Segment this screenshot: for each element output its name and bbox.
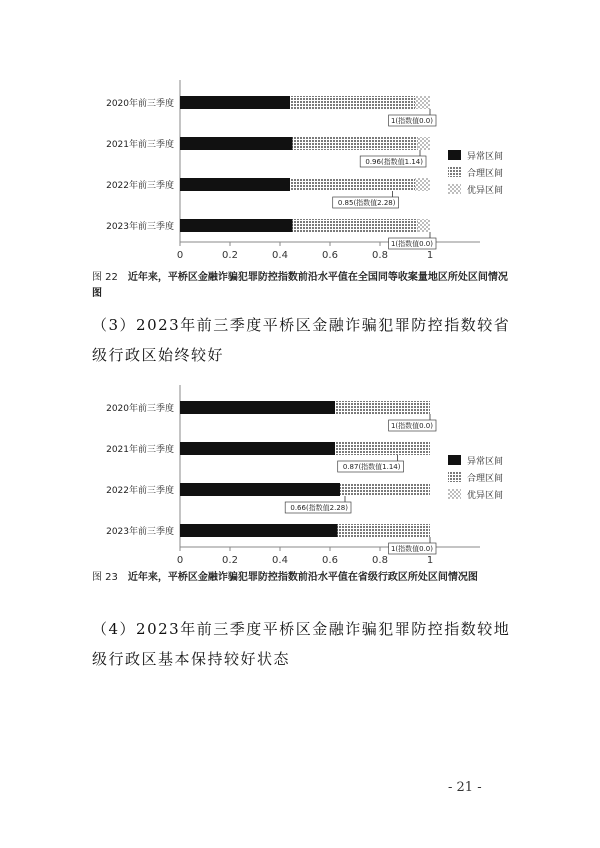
marker-label: 0.85(指数值2.28) [337,199,396,207]
bar-segment-reasonable [335,442,430,455]
bar-segment-reasonable [293,219,418,232]
category-label: 2022年前三季度 [106,486,174,496]
x-tick-label: 0.6 [322,250,338,261]
marker-label: 0.87(指数值1.14) [342,463,401,471]
figure-23-caption [92,570,512,586]
category-label: 2020年前三季度 [106,404,174,414]
bar-segment-reasonable [340,483,430,496]
marker-label: 1(指数值0.0) [390,545,433,553]
bar-segment-reasonable [293,137,418,150]
chart-22-svg [0,80,600,270]
paragraph-3: （3）2023年前三季度平桥区金融诈骗犯罪防控指数较省级行政区始终较好 [92,316,511,364]
bar-segment-reasonable [335,401,430,414]
legend-label: 合理区间 [467,474,504,484]
chart-23-svg [0,385,600,575]
bar-segment-excellent [415,178,430,191]
x-tick-label: 0.4 [272,250,288,261]
bar-segment-abnormal [180,219,293,232]
bar-segment-abnormal [180,96,290,109]
marker-label: 1(指数值0.0) [390,117,433,125]
marker-label: 0.66(指数值2.28) [290,504,348,512]
category-label: 2022年前三季度 [106,181,174,191]
figure-22-caption-text: 近年来，平桥区金融诈骗犯罪防控指数前沿水平值在全国同等收案量地区所处区间情况图 [92,272,508,299]
legend-swatch [448,455,461,465]
legend-swatch [448,167,461,177]
marker-label: 1(指数值0.0) [390,422,433,430]
category-label: 2023年前三季度 [106,222,174,232]
figure-23-number: 图 23 [92,572,118,583]
marker-label: 0.96(指数值1.14) [365,158,423,166]
bar-segment-excellent [418,219,431,232]
bar-segment-abnormal [180,524,338,537]
page-number: - 21 - [448,780,482,795]
bar-segment-excellent [418,137,431,150]
category-label: 2021年前三季度 [106,445,174,455]
legend-label: 优异区间 [467,186,504,196]
x-tick-label: 0.8 [372,555,388,566]
category-label: 2023年前三季度 [106,527,174,537]
bar-segment-reasonable [338,524,431,537]
x-tick-label: 0.8 [372,250,388,261]
x-tick-label: 0.2 [222,250,238,261]
figure-23-caption-text: 近年来，平桥区金融诈骗犯罪防控指数前沿水平值在省级行政区所处区间情况图 [127,572,478,583]
legend-label: 合理区间 [467,169,504,179]
chart-figure-22 [0,80,600,270]
figure-22-caption [92,270,512,302]
legend-label: 异常区间 [467,457,504,467]
paragraph-4: （4）2023年前三季度平桥区金融诈骗犯罪防控指数较地级行政区基本保持较好状态 [92,620,511,668]
legend-swatch [448,184,461,194]
legend-label: 异常区间 [467,152,504,162]
legend-swatch [448,150,461,160]
bar-segment-abnormal [180,401,335,414]
legend-swatch [448,489,461,499]
bar-segment-excellent [415,96,430,109]
x-tick-label: 1 [426,250,434,261]
x-tick-label: 0.2 [222,555,238,566]
x-tick-label: 0.4 [272,555,288,566]
figure-22-number: 图 22 [92,272,118,283]
chart-figure-23 [0,385,600,575]
category-label: 2021年前三季度 [106,140,174,150]
category-label: 2020年前三季度 [106,99,174,109]
legend-label: 优异区间 [467,491,504,501]
marker-label: 1(指数值0.0) [390,240,433,248]
bar-segment-abnormal [180,137,293,150]
bar-segment-abnormal [180,178,290,191]
bar-segment-abnormal [180,483,340,496]
x-tick-label: 1 [426,555,434,566]
x-tick-label: 0 [176,555,184,566]
bar-segment-reasonable [290,96,415,109]
legend-swatch [448,472,461,482]
bar-segment-reasonable [290,178,415,191]
x-tick-label: 0.6 [322,555,338,566]
x-tick-label: 0 [176,250,184,261]
bar-segment-abnormal [180,442,335,455]
